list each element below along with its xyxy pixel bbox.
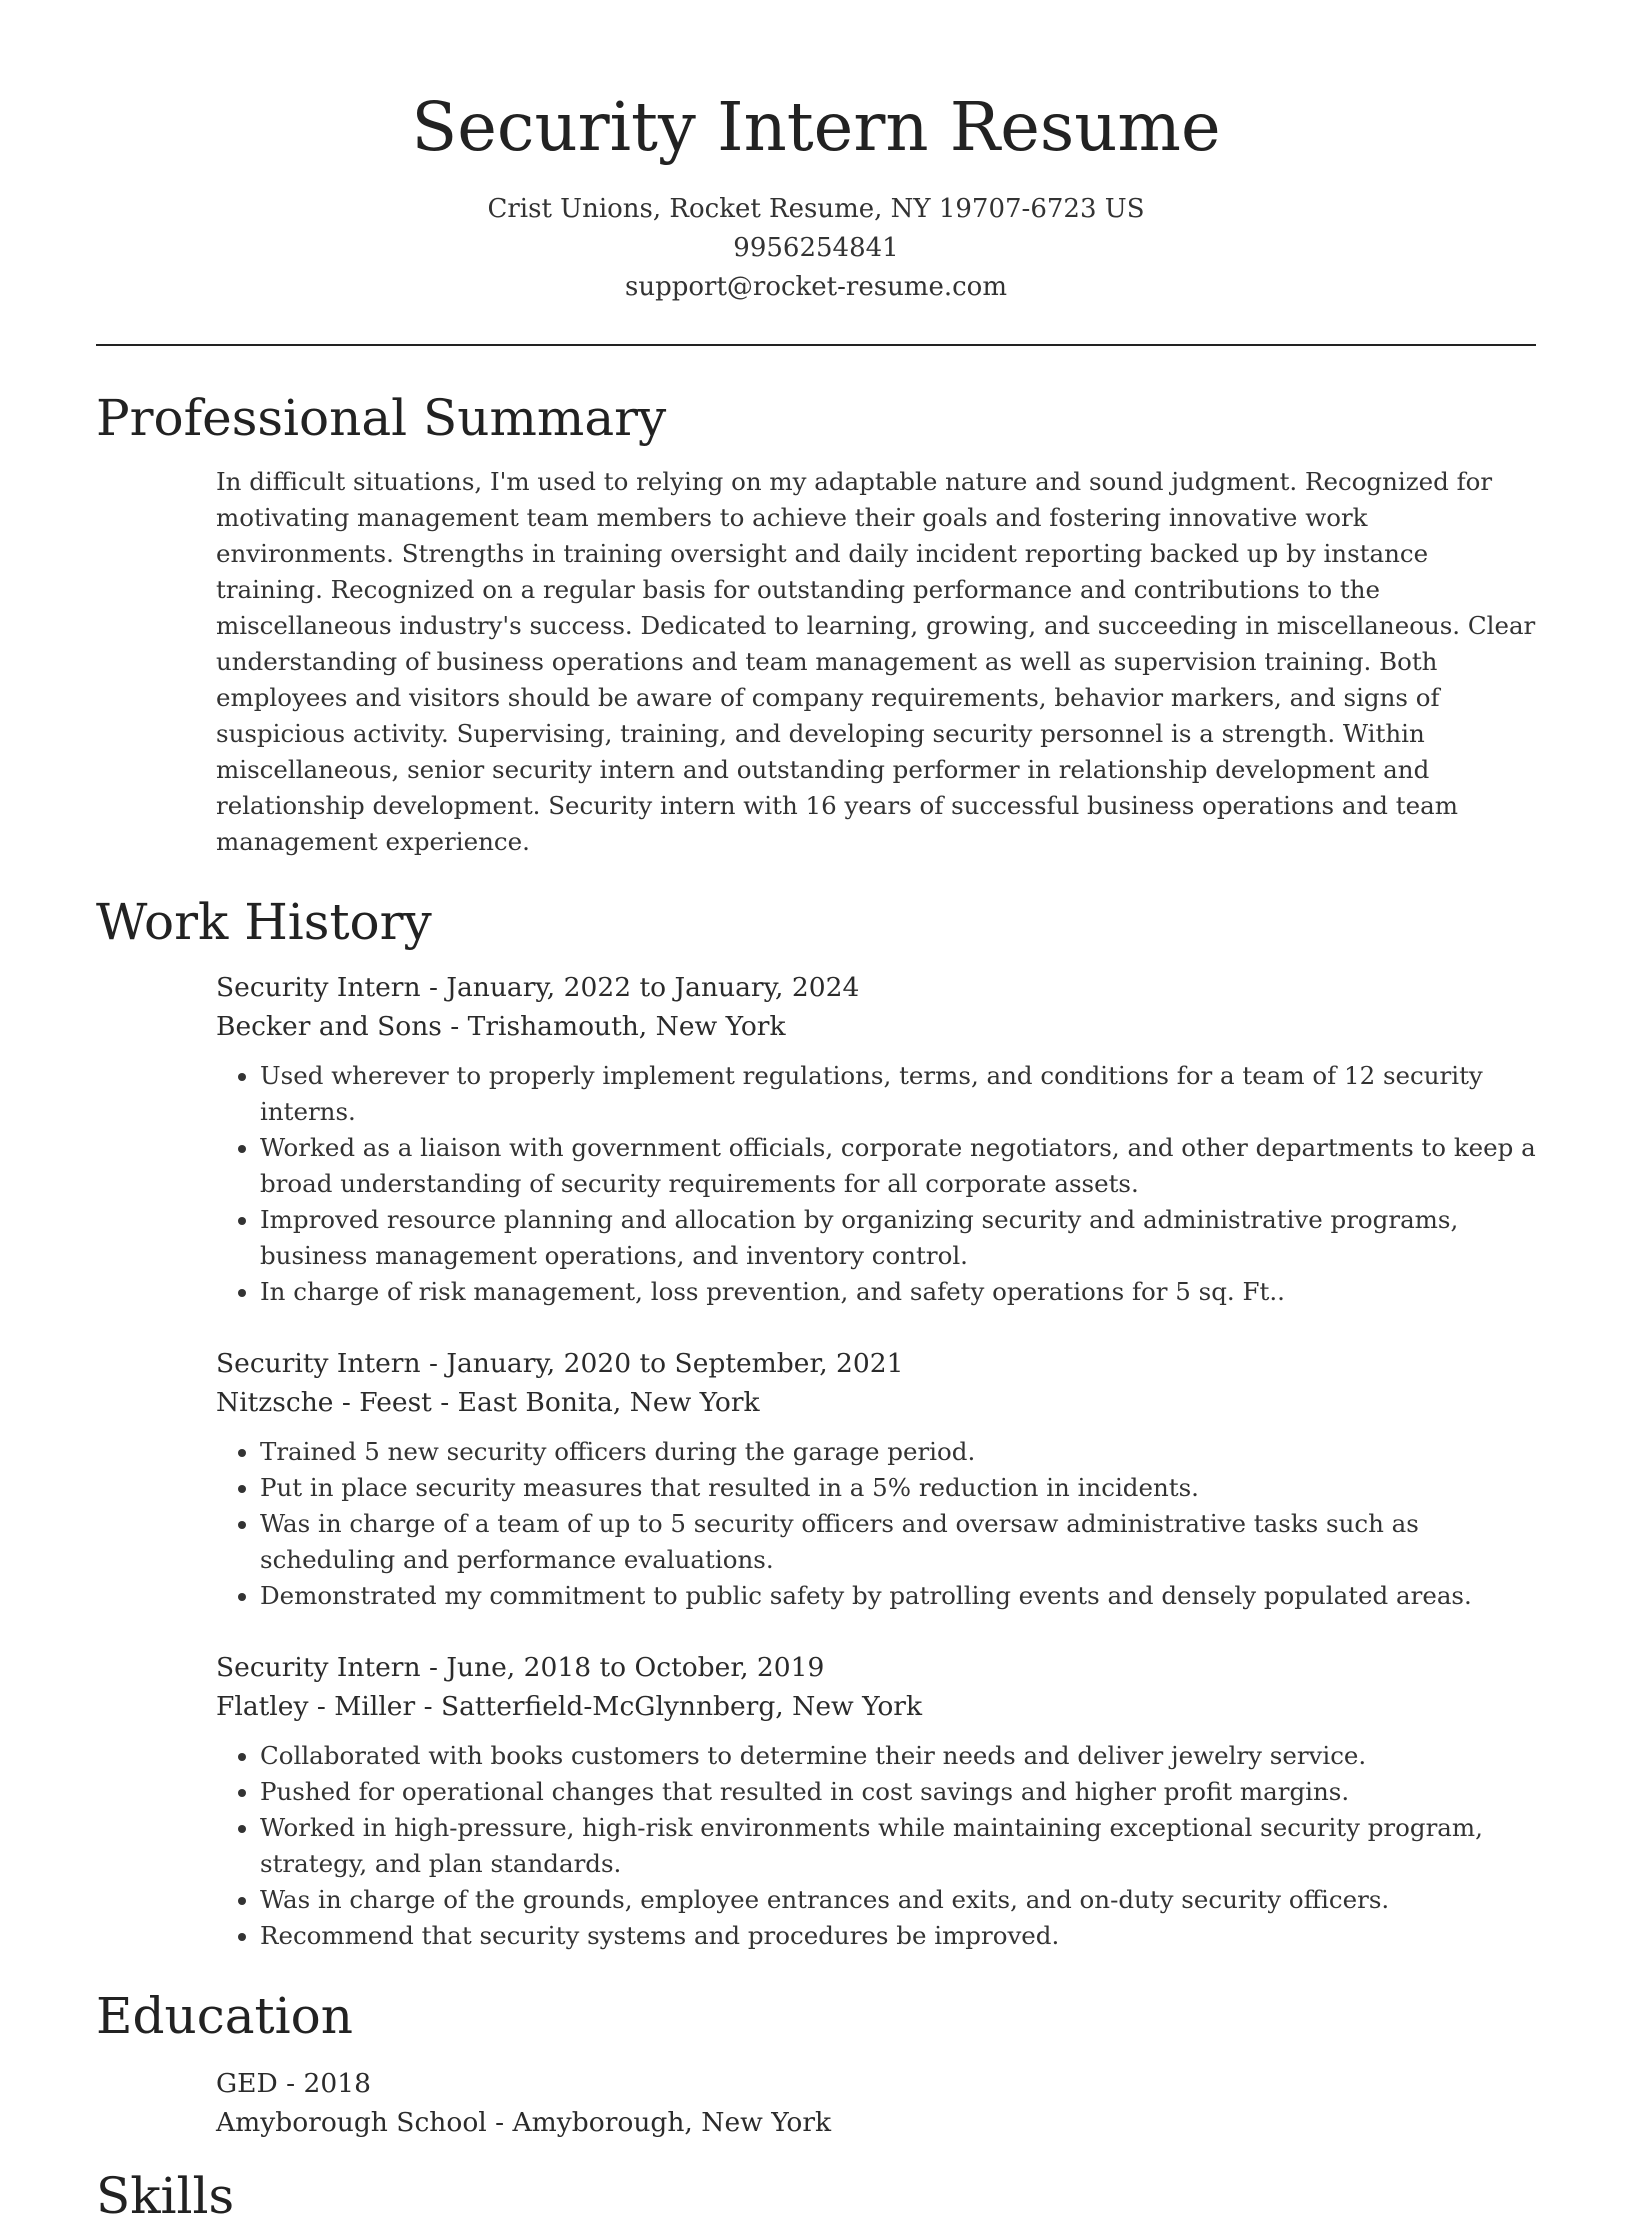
job-bullet: • Improved resource planning and allocation by organizing security and administrative programs, business management operations, and inventory control. xyxy=(260,1202,1536,1274)
job-bullet: • Collaborated with books customers to determine their needs and deliver jewelry service. xyxy=(260,1738,1536,1774)
job-title-line: Security Intern - January, 2022 to January, 2024 xyxy=(216,972,860,1003)
education-entry xyxy=(216,2064,1536,2142)
job-bullet: • Was in charge of a team of up to 5 security officers and oversaw administrative tasks such as scheduling and performance evaluations. xyxy=(260,1506,1536,1578)
job-company-line: Flatley - Miller - Satterfield-McGlynnberg, New York xyxy=(216,1691,923,1722)
section-title-summary: Professional Summary xyxy=(96,389,667,447)
contact-address: Crist Unions, Rocket Resume, NY 19707-6723 US xyxy=(487,194,1145,224)
section-education xyxy=(96,1984,1536,2142)
job-bullets xyxy=(216,1058,1536,1310)
education-degree-line: GED - 2018 xyxy=(216,2068,372,2099)
job-bullet: • Put in place security measures that resulted in a 5% reduction in incidents. xyxy=(260,1470,1536,1506)
job-company-line: Becker and Sons - Trishamouth, New York xyxy=(216,1011,786,1042)
contact-block xyxy=(96,190,1536,307)
job-entry xyxy=(216,1344,1536,1614)
job-title-line: Security Intern - June, 2018 to October, 2019 xyxy=(216,1652,825,1683)
job-bullet: • Was in charge of the grounds, employee entrances and exits, and on-duty security officers. xyxy=(260,1882,1536,1918)
job-entry xyxy=(216,1648,1536,1954)
job-bullets xyxy=(216,1434,1536,1614)
summary-text: In difficult situations, I'm used to relying on my adaptable nature and sound judgment. Recognized for motivating management team members to achieve their goals and fostering innovative work environments. Strengths in training oversight and daily incident reporting backed up by instance training. Recognized on a regular basis for outstanding performance and contributions to the miscellaneous industry's success. Dedicated to learning, growing, and succeeding in miscellaneous. Clear understanding of business operations and team management as well as supervision training. Both employees and visitors should be aware of company requirements, behavior markers, and signs of suspicious activity. Supervising, training, and developing security personnel is a strength. Within miscellaneous, senior security intern and outstanding performer in relationship development and relationship development. Security intern with 16 years of successful business operations and team management experience. xyxy=(216,467,1536,856)
job-title-line: Security Intern - January, 2020 to September, 2021 xyxy=(216,1348,904,1379)
resume-header xyxy=(96,0,1536,307)
job-bullet: • Recommend that security systems and procedures be improved. xyxy=(260,1918,1536,1954)
section-title-skills: Skills xyxy=(96,2167,235,2225)
contact-email: support@rocket-resume.com xyxy=(624,272,1007,302)
job-bullet: • Demonstrated my commitment to public safety by patrolling events and densely populated areas. xyxy=(260,1578,1536,1614)
job-bullet: • Worked as a liaison with government officials, corporate negotiators, and other departments to keep a broad understanding of security requirements for all corporate assets. xyxy=(260,1130,1536,1202)
resume-title: Security Intern Resume xyxy=(411,88,1221,166)
contact-phone: 9956254841 xyxy=(733,233,899,263)
job-bullet: • Worked in high-pressure, high-risk environments while maintaining exceptional security program, strategy, and plan standards. xyxy=(260,1810,1536,1882)
section-skills xyxy=(96,2164,1536,2228)
section-title-education: Education xyxy=(96,1987,353,2045)
job-bullet: • Trained 5 new security officers during the garage period. xyxy=(260,1434,1536,1470)
education-school-line: Amyborough School - Amyborough, New York xyxy=(216,2107,832,2138)
job-bullet: • Used wherever to properly implement regulations, terms, and conditions for a team of 12 security interns. xyxy=(260,1058,1536,1130)
section-professional-summary xyxy=(96,386,1536,860)
job-bullets xyxy=(216,1738,1536,1954)
section-work-history xyxy=(96,890,1536,1954)
job-entry xyxy=(216,968,1536,1310)
job-bullet: • In charge of risk management, loss prevention, and safety operations for 5 sq. Ft.. xyxy=(260,1274,1536,1310)
header-divider xyxy=(96,344,1536,346)
section-title-work: Work History xyxy=(96,893,432,951)
job-bullet: • Pushed for operational changes that resulted in cost savings and higher profit margins. xyxy=(260,1774,1536,1810)
job-company-line: Nitzsche - Feest - East Bonita, New York xyxy=(216,1387,760,1418)
